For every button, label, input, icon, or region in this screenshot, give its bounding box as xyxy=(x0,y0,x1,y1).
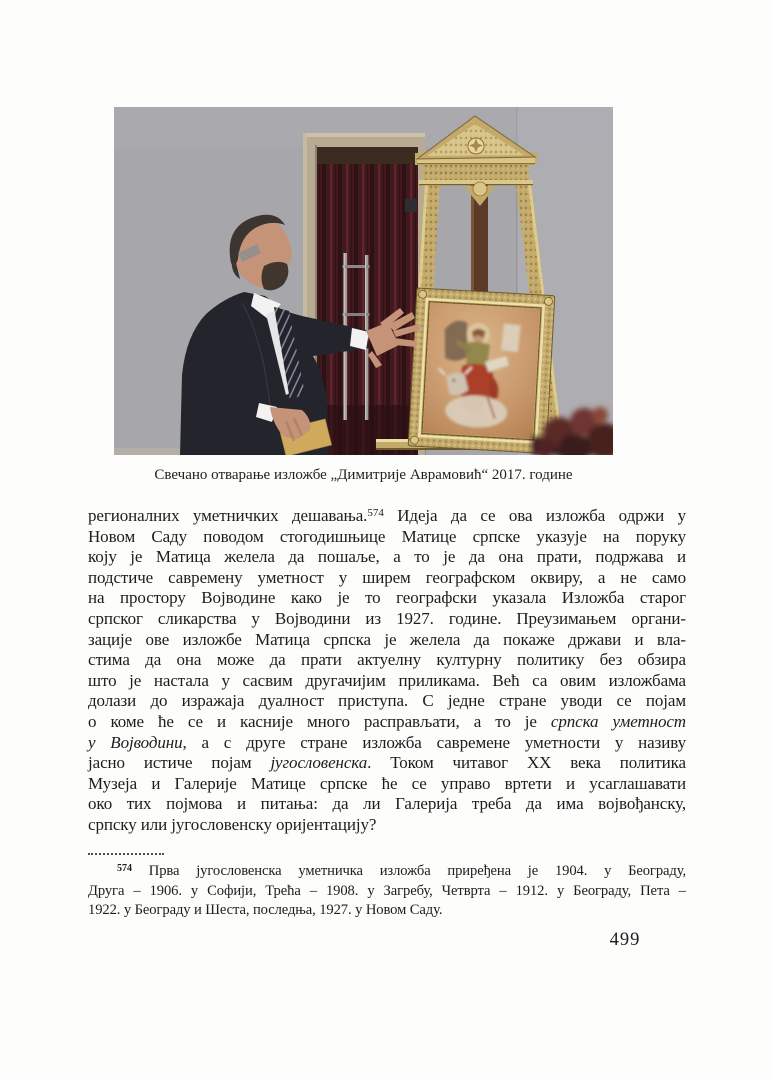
body-text-line: око тих појмова и питања: да ли Галерија треба да има војвођанску, xyxy=(88,794,686,814)
footnote-line: 1922. у Београду и Шеста, последња, 1927. у Новом Саду. xyxy=(88,902,443,919)
body-text xyxy=(88,506,686,836)
body-text-line: српског сликарства у Војводини из 1927. године. Преузимањем органи- xyxy=(88,608,686,628)
photo-caption: Свечано отварање изложбе „Димитрије Аврамовић“ 2017. године xyxy=(154,467,573,483)
body-text-line: долази до изражаја дуалност приступа. С једне стране уводи се појам xyxy=(88,691,686,711)
saint-with-ox-painting xyxy=(423,303,540,439)
body-text-line: стима да она може да прати актуелну културну политику без обзира xyxy=(88,650,686,670)
body-text-line: зације ове изложбе Матица српска је желела да покаже држави и вла- xyxy=(88,629,686,649)
gilded-frame-icon-painting xyxy=(408,288,555,453)
body-text-line: Новом Саду поводом стогодишњице Матице српске указује на поруку xyxy=(88,526,686,546)
page-number: 499 xyxy=(609,930,641,950)
body-text-line: регионалних уметничких дешавања.$^{574}$ Идеја да се ова изложба одржи у xyxy=(88,506,686,525)
photo-canvas xyxy=(114,107,613,455)
door-lock-plate xyxy=(405,199,417,212)
body-text-line: што је настала у сасвим другачијим приликама. Већ са овим изложбама xyxy=(88,670,686,690)
body-text-line: у Војводини, а с друге стране изложба савремене уметности у називу xyxy=(88,732,686,752)
footnote xyxy=(88,862,686,921)
exhibition-photo xyxy=(114,107,613,455)
footnote-line: $^{574}$ Прва југословенска уметничка изложба приређена је 1904. у Београду, xyxy=(117,863,686,879)
footnote-line: Друга – 1906. у Софији, Трећа – 1908. у Загребу, Четврта – 1912. у Београду, Пета – xyxy=(88,882,686,899)
body-text-line: Музеја и Галерије Матице српске ће се управо вртети и усаглашавати xyxy=(88,773,686,793)
body-text-line: коју је Матица желела да пошаље, а то је да она прати, подржава и xyxy=(88,547,686,567)
body-text-line: српску или југословенску оријентацију? xyxy=(88,814,377,834)
body-text-line: о коме ће се и касније много расправљати, а то је српска уметност xyxy=(88,711,686,731)
body-text-line: јасно истиче појам југословенска. Током читавог XX века политика xyxy=(88,753,686,773)
footnote-separator xyxy=(88,853,164,855)
body-text-line: на простору Војводине како је то географски указала Изложба старог xyxy=(88,588,686,608)
body-text-line: подстиче савремену уметност у ширем географском оквиру, а не само xyxy=(88,567,686,587)
